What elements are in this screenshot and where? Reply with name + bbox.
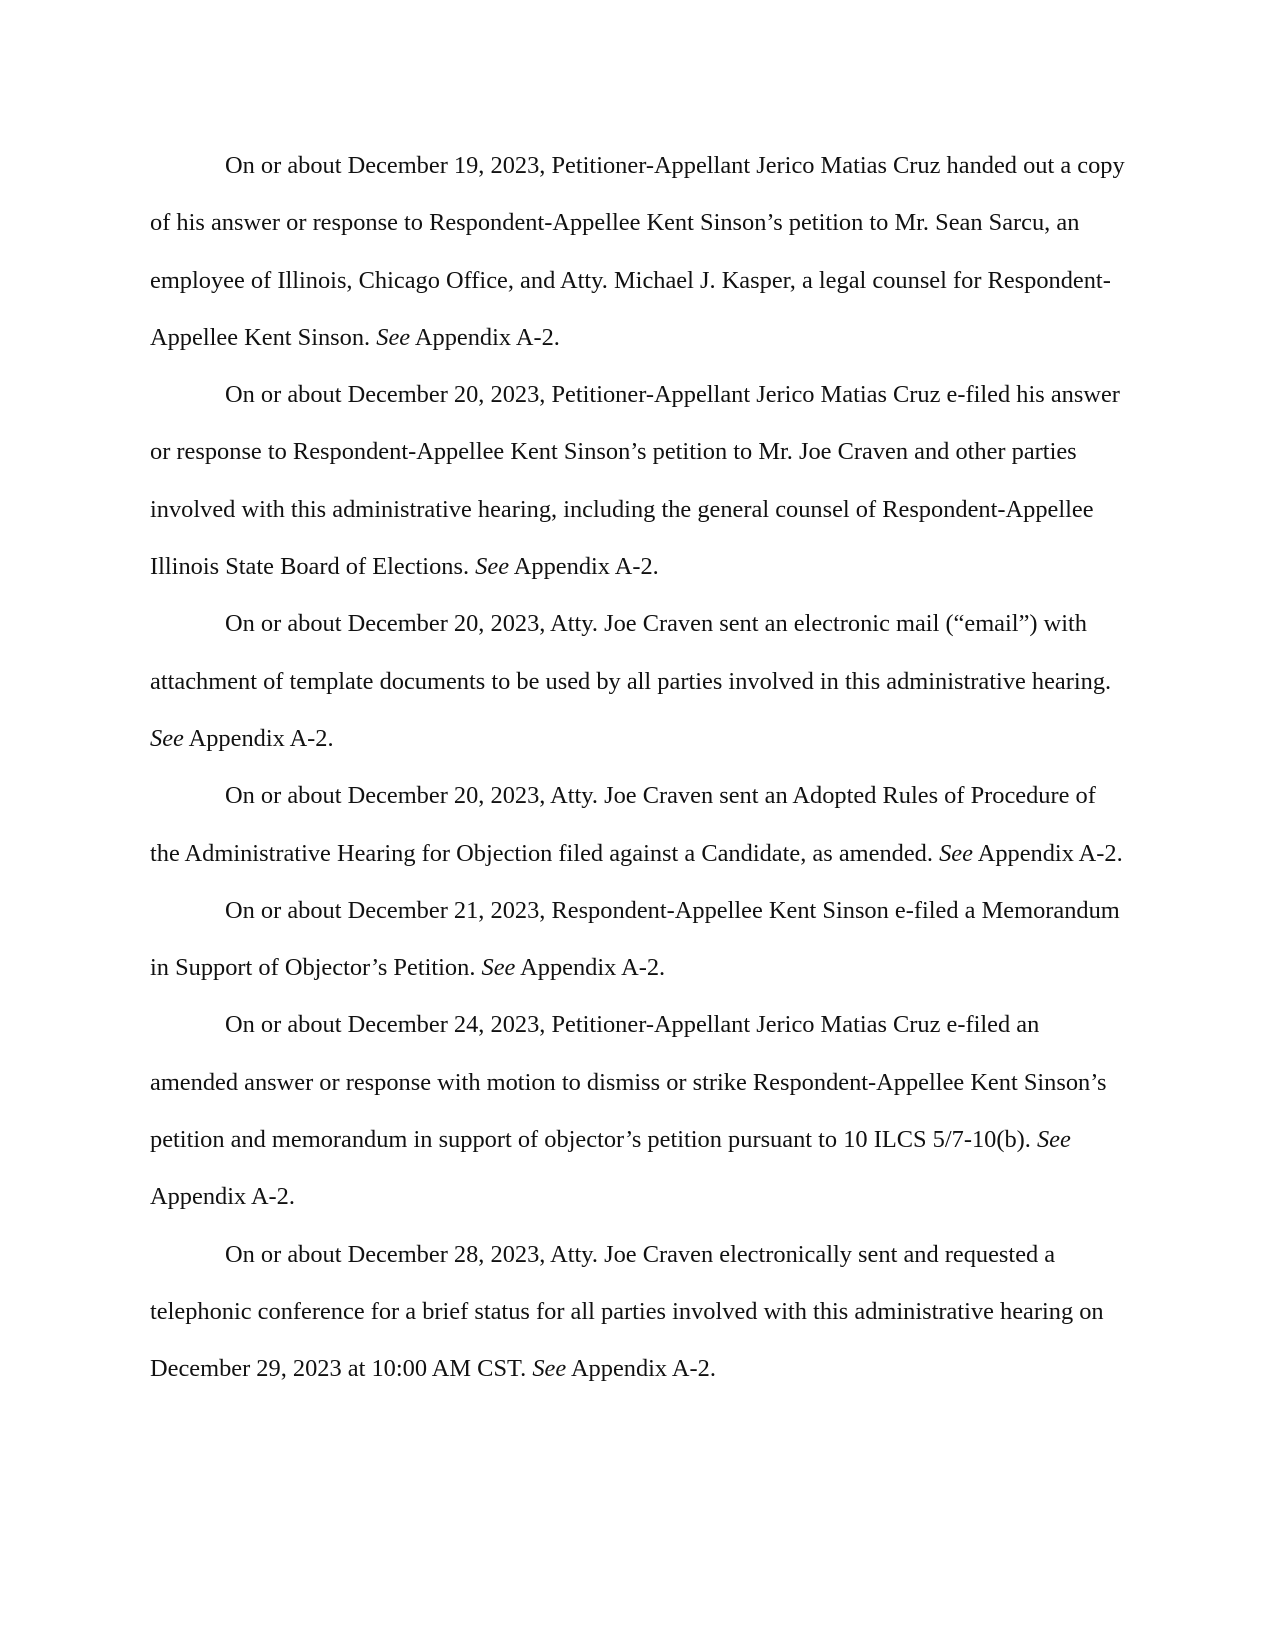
appendix-reference: Appendix A-2. (570, 1355, 716, 1383)
appendix-reference: Appendix A-2. (414, 323, 560, 351)
paragraph-2 (150, 366, 1125, 595)
see-signal: See (150, 724, 184, 752)
paragraph-text: On or about December 20, 2023, Petitioner-Appellant Jerico Matias Cruz e-filed his answer or response to Respondent-Appellee Kent Sinson’s petition to Mr. Joe Craven and other parties involved with this administrative hearing, including the general counsel of Respondent-Appellee Illinois State Board of Elections. (150, 381, 1120, 581)
paragraph-6 (150, 996, 1125, 1225)
see-signal: See (481, 954, 516, 982)
see-signal: See (1036, 1126, 1071, 1154)
appendix-reference: Appendix A-2. (150, 1183, 295, 1211)
paragraph-text: On or about December 19, 2023, Petitioner-Appellant Jerico Matias Cruz handed out a copy of his answer or response to Respondent-Appellee Kent Sinson’s petition to Mr. Sean Sarcu, an employee of Illinois, Chicago Office, and Atty. Michael J. Kasper, a legal counsel for Respondent-Appellee Kent Sinson. (150, 152, 1125, 351)
appendix-reference: Appendix A-2. (520, 954, 666, 982)
paragraph-3 (150, 595, 1125, 767)
see-signal: See (939, 839, 973, 867)
paragraph-5 (150, 882, 1125, 997)
see-signal: See (376, 323, 411, 351)
paragraph-4 (150, 767, 1125, 882)
see-signal: See (532, 1355, 567, 1383)
paragraph-text: On or about December 20, 2023, Atty. Joe Craven sent an Adopted Rules of Procedure of the Administrative Hearing for Objection filed against a Candidate, as amended. (150, 782, 1096, 867)
appendix-reference: Appendix A-2. (513, 553, 659, 581)
see-signal: See (475, 553, 510, 581)
paragraph-1 (150, 137, 1125, 366)
paragraph-text: On or about December 21, 2023, Respondent-Appellee Kent Sinson e-filed a Memorandum in Support of Objector’s Petition. (150, 896, 1120, 982)
paragraph-text: On or about December 20, 2023, Atty. Joe Craven sent an electronic mail (“email”) with attachment of template documents to be used by all parties involved in this administrative hearing. (150, 610, 1112, 695)
paragraph-text: On or about December 28, 2023, Atty. Joe Craven electronically sent and requested a telephonic conference for a brief status for all parties involved with this administrative hearing on December 29, 2023 at 10:00 AM CST. (150, 1240, 1104, 1383)
appendix-reference: Appendix A-2. (188, 724, 334, 752)
paragraph-7 (150, 1226, 1125, 1398)
paragraph-text: On or about December 24, 2023, Petitioner-Appellant Jerico Matias Cruz e-filed an amended answer or response with motion to dismiss or strike Respondent-Appellee Kent Sinson’s petition and memorandum in support of objector’s petition pursuant to 10 ILCS 5/7-10(b). (150, 1011, 1107, 1154)
document-body (150, 137, 1125, 1398)
appendix-reference: Appendix A-2. (977, 839, 1123, 867)
